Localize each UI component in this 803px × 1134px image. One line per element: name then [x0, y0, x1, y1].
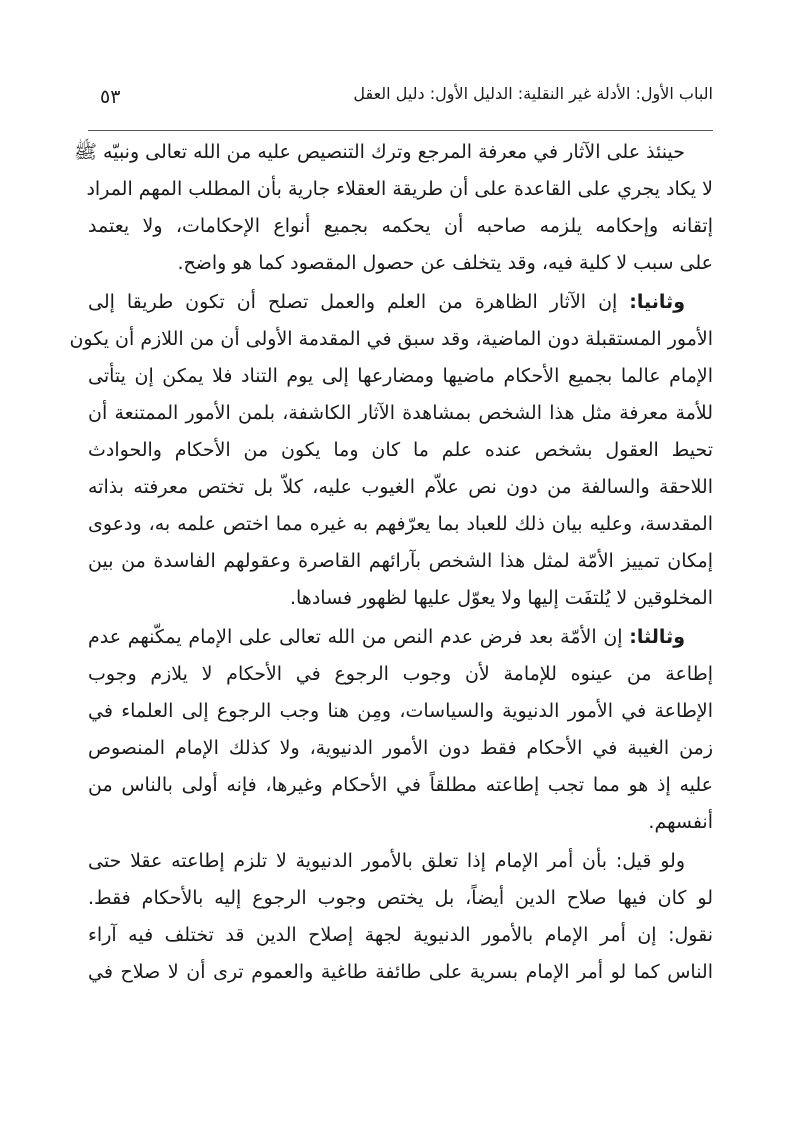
running-header [88, 78, 713, 114]
line-text: إمكان تمييز الأمّة لمثل هذا الشخص بآرائهم القاصرة وعقولهم الفاسدة من بين [88, 550, 713, 572]
text-line [88, 880, 713, 917]
line-text: اللاحقة والسالفة من دون نص علاّم الغيوب عليه، كلاّ بل تختص معرفته بذاته [88, 476, 713, 498]
text-line [88, 917, 713, 954]
paragraph [88, 843, 713, 991]
line-text: حينئذ على الآثار في معرفة المرجع وترك التنصيص عليه من الله تعالى ونبيّه ﷺ [74, 141, 685, 163]
line-text: زمن الغيبة في الأحكام فقط دون الأمور الدنيوية، ولا كذلك الإمام المنصوص [88, 737, 713, 759]
line-text: ولو قيل: بأن أمر الإمام إذا تعلق بالأمور الدنيوية لا تلزم إطاعته عقلا حتى [88, 850, 685, 872]
text-line [74, 134, 713, 171]
line-text: الأمور المستقبلة دون الماضية، وقد سبق في المقدمة الأولى أن من اللازم أن يكون [69, 328, 713, 350]
line-text: الناس كما لو أمر الإمام بسرية على طائفة طاغية والعموم ترى أن لا صلاح في [88, 961, 713, 983]
text-line [88, 284, 713, 321]
text-line [88, 656, 713, 693]
line-text: إطاعة من عينوه للإمامة لأن وجوب الرجوع في الأحكام لا يلازم وجوب [88, 663, 713, 685]
text-line [88, 208, 713, 245]
line-text: عليه إذ هو مما تجب إطاعته مطلقاً في الأحكام وغيرها، فإنه أولى بالناس من [88, 774, 713, 796]
line-text: للأمة معرفة مثل هذا الشخص بمشاهدة الآثار الكاشفة، بلمن الأمور الممتنعة أن [88, 402, 713, 424]
text-line [88, 506, 713, 543]
line-text: أنفسهم. [648, 811, 713, 833]
paragraph-lead: وثانيا: [629, 291, 685, 313]
line-text: لا يكاد يجري على القاعدة على أن طريقة العقلاء جارية بأن المطلب المهم المراد [86, 178, 713, 200]
text-line [88, 619, 713, 656]
text-line [88, 954, 713, 991]
text-line [88, 843, 713, 880]
paragraph-lead: وثالثا: [629, 626, 685, 648]
line-text: المقدسة، وعليه بيان ذلك للعباد بما يعرّفهم به غيره مما اختص علمه به، ودعوى [88, 513, 713, 535]
line-text: نقول: إن أمر الإمام بالأمور الدنيوية لجهة إصلاح الدين قد تختلف فيه آراء [88, 924, 713, 946]
paragraph [88, 619, 713, 841]
text-line [88, 804, 713, 841]
text-line [88, 245, 713, 282]
text-line [88, 395, 713, 432]
text-line [88, 693, 713, 730]
line-text: الإطاعة في الأمور الدنيوية والسياسات، ومِن هنا وجب الرجوع إلى العلماء في [88, 700, 713, 722]
line-text: تحيط العقول بشخص عنده علم ما كان وما يكون من الأحكام والحوادث [88, 439, 713, 461]
line-text: إن الآثار الظاهرة من العلم والعمل تصلح أن تكون طريقا إلى [88, 291, 630, 313]
line-text: المخلوقين لا يُلتفَت إليها ولا يعوّل عليها لظهور فسادها. [289, 587, 713, 609]
text-line [88, 469, 713, 506]
text-line [88, 767, 713, 804]
line-text: على سبب لا كلية فيه، وقد يتخلف عن حصول المقصود كما هو واضح. [177, 252, 713, 274]
text-line [88, 580, 713, 617]
running-title: الباب الأول: الأدلة غير النقلية: الدليل الأول: دليل العقل [353, 84, 713, 103]
text-line [69, 321, 713, 358]
line-text: الإمام عالما بجميع الأحكام ماضيها ومضارعها إلى يوم التناد فلا يمكن إن يتأتى [88, 365, 713, 387]
header-divider [88, 130, 713, 131]
line-text: إن الأمّة بعد فرض عدم النص من الله تعالى على الإمام يمكّنهم عدم [88, 626, 630, 648]
paragraph [74, 134, 713, 282]
paragraph [69, 284, 713, 617]
line-text: إتقانه وإحكامه يلزمه صاحبه أن يحكمه بجميع أنواع الإحكامات، ولا يعتمد [88, 215, 713, 237]
page-number: ٥٣ [100, 86, 121, 108]
text-line [88, 543, 713, 580]
line-text: لو كان فيها صلاح الدين أيضاً، بل يختص وجوب الرجوع إليه بالأحكام فقط. [88, 887, 713, 909]
text-line [88, 171, 713, 208]
text-line [88, 358, 713, 395]
text-line [88, 432, 713, 469]
text-line [88, 730, 713, 767]
page-body [69, 134, 713, 993]
